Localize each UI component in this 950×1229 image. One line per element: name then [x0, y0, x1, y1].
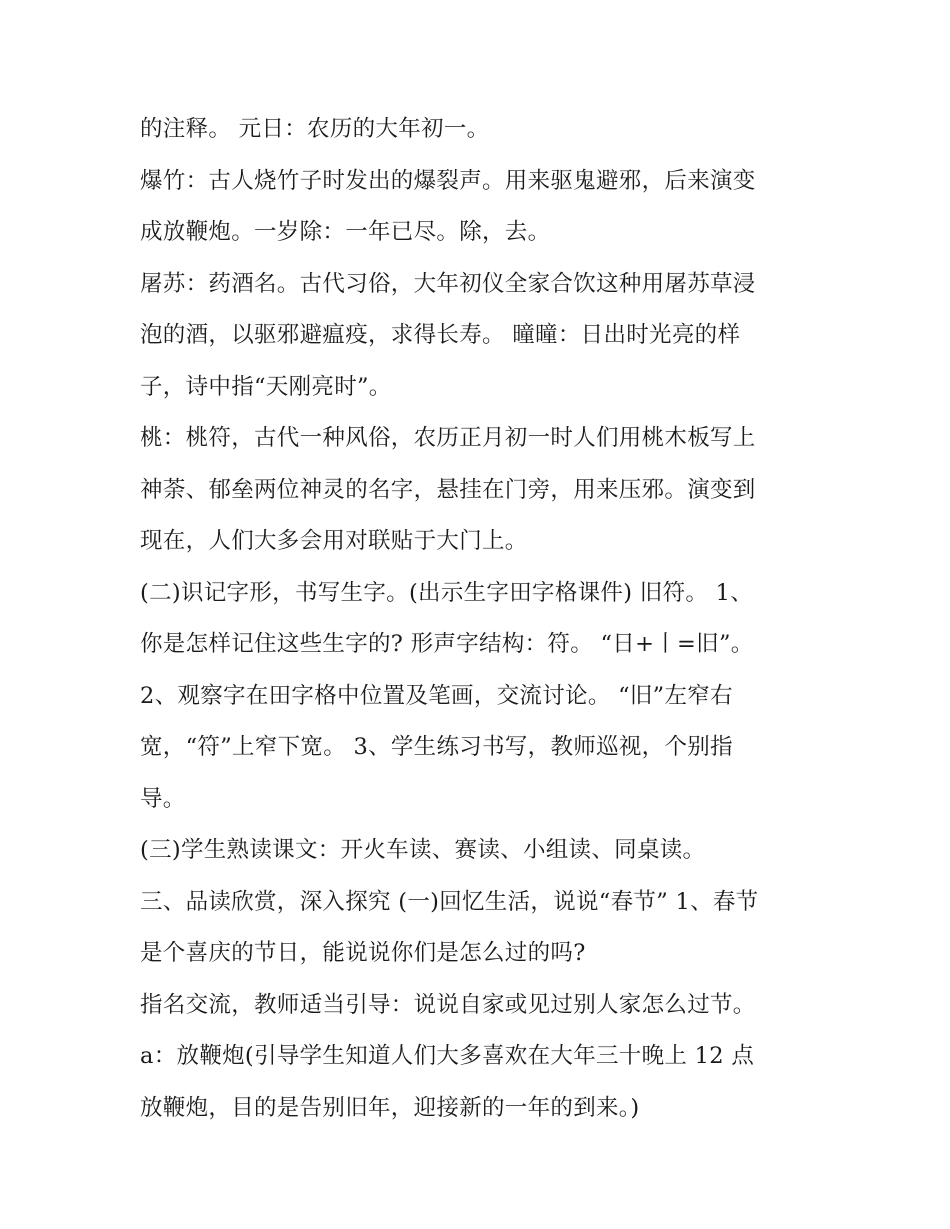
text-line: 2、观察字在田字格中位置及笔画，交流讨论。 “旧”左窄右: [140, 682, 733, 709]
text-line: 现在，人们大多会用对联贴于大门上。: [140, 528, 528, 554]
text-line: 是个喜庆的节日，能说说你们是怎么过的吗?: [140, 940, 586, 966]
text-line: (三)学生熟读课文：开火车读、赛读、小组读、同桌读。: [140, 837, 706, 863]
text-line: 神荼、郁垒两位神灵的名字，悬挂在门旁，用来压邪。演变到: [140, 476, 756, 503]
text-line: 子，诗中指“天刚亮时”。: [140, 373, 392, 400]
text-line: (二)识记字形，书写生字。(出示生字田字格课件) 旧符。 1、: [140, 579, 754, 606]
text-line: 三、品读欣赏，深入探究 (一)回忆生活，说说“春节” 1、春节: [140, 888, 759, 915]
document-body: [140, 108, 830, 1138]
text-line: 泡的酒，以驱邪避瘟疫，求得长寿。 曈曈：日出时光亮的样: [140, 322, 741, 348]
text-line: 指名交流，教师适当引导：说说自家或见过别人家怎么过节。: [140, 991, 756, 1018]
text-line: 桃：桃符，古代一种风俗，农历正月初一时人们用桃木板写上: [140, 425, 756, 451]
text-line: 爆竹：古人烧竹子时发出的爆裂声。用来驱鬼避邪，后来演变: [140, 167, 756, 194]
text-line: 你是怎样记住这些生字的? 形声字结构：符。 “日+丨=旧”。: [140, 631, 754, 657]
text-line: 放鞭炮，目的是告别旧年，迎接新的一年的到来。): [140, 1094, 640, 1121]
text-line: 的注释。 元日：农历的大年初一。: [140, 116, 490, 142]
text-line: 宽，“符”上窄下宽。 3、学生练习书写，教师巡视，个别指: [140, 734, 733, 760]
text-line: a：放鞭炮(引导学生知道人们大多喜欢在大年三十晚上 12 点: [140, 1043, 755, 1069]
text-line: 成放鞭炮。一岁除：一年已尽。除，去。: [140, 219, 551, 245]
text-line: 导。: [140, 785, 186, 812]
text-line: 屠苏：药酒名。古代习俗，大年初仪全家合饮这种用屠苏草浸: [140, 270, 756, 297]
